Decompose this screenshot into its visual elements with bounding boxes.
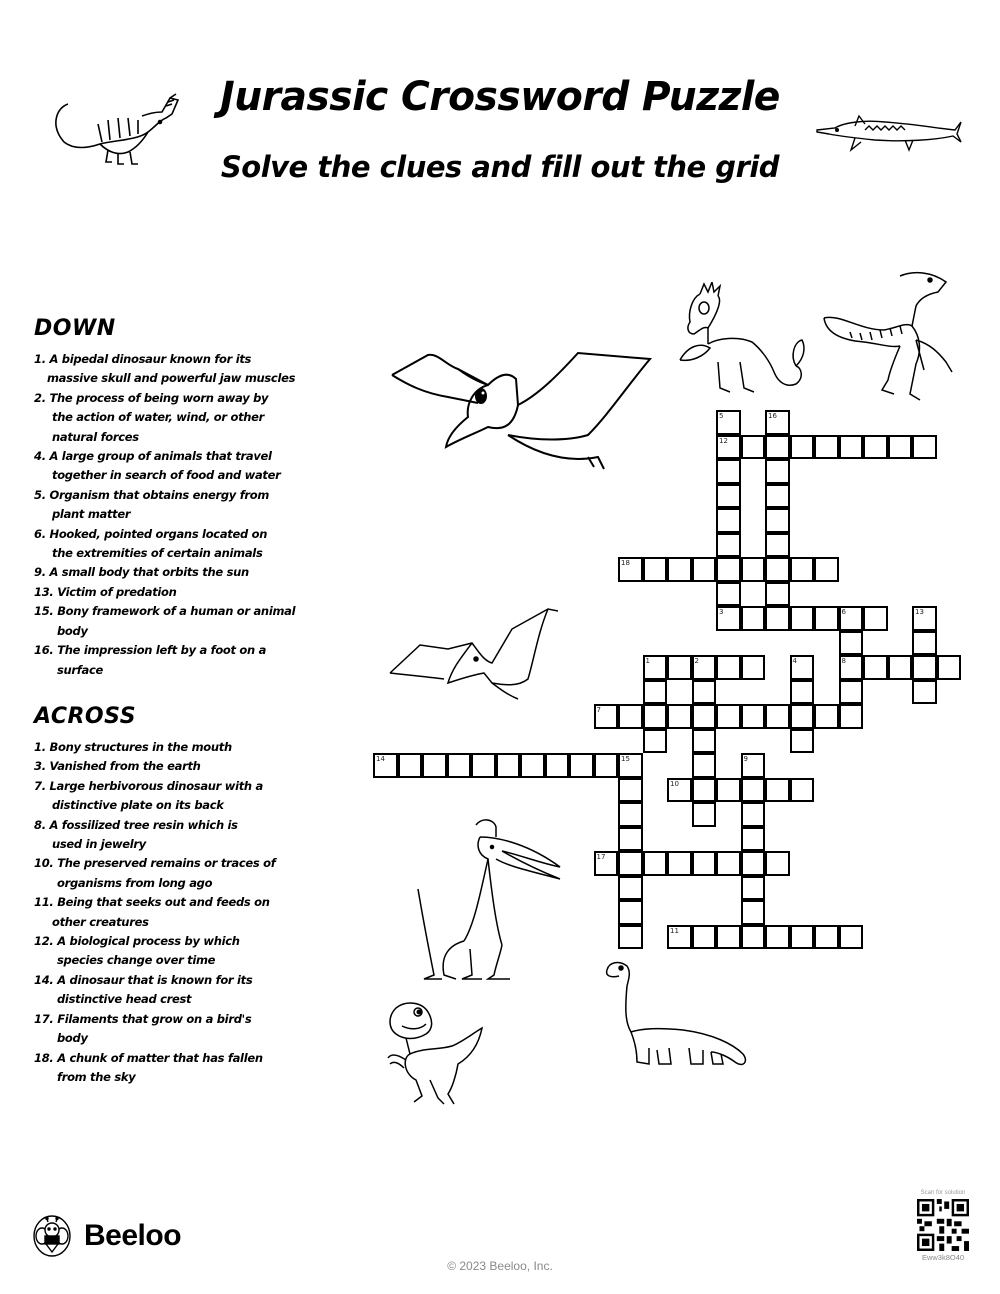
- beeloo-logo[interactable]: [32, 1214, 181, 1258]
- crossword-cell[interactable]: [888, 655, 913, 680]
- crossword-cell[interactable]: [716, 557, 741, 582]
- clue-number: 11: [670, 926, 679, 935]
- crossword-cell[interactable]: [765, 704, 790, 729]
- feathered-dinosaur-illustration: [678, 282, 813, 400]
- crossword-cell[interactable]: [839, 435, 864, 460]
- solution-qr[interactable]: [912, 1190, 974, 1262]
- crossword-cell[interactable]: [790, 606, 815, 631]
- crossword-cell[interactable]: [912, 435, 937, 460]
- pterodactyl-large-illustration: [388, 345, 658, 470]
- down-clue-13: 13. Victim of predation: [34, 584, 177, 599]
- down-clue-15: 15. Bony framework of a human or animal body: [34, 604, 296, 638]
- crossword-cell[interactable]: [716, 533, 741, 558]
- crossword-cell[interactable]: [471, 753, 496, 778]
- crossword-cell[interactable]: [765, 851, 790, 876]
- crossword-cell[interactable]: [643, 557, 668, 582]
- across-clue-10: 10. The preserved remains or traces of organisms from long ago: [34, 856, 276, 890]
- crossword-cell[interactable]: [716, 851, 741, 876]
- crossword-cell[interactable]: [741, 876, 766, 901]
- crossword-cell[interactable]: [545, 753, 570, 778]
- crossword-cell[interactable]: [569, 753, 594, 778]
- down-clue-16: 16. The impression left by a foot on a surface: [34, 643, 267, 677]
- crossword-cell[interactable]: [667, 925, 692, 950]
- crossword-cell[interactable]: [912, 606, 937, 631]
- across-clue-11: 11. Being that seeks out and feeds on other creatures: [34, 895, 270, 929]
- parasaurolophus-illustration: [38, 90, 188, 170]
- clue-number: 14: [376, 755, 385, 763]
- crossword-cell[interactable]: [765, 508, 790, 533]
- baby-trex-illustration: [382, 998, 487, 1113]
- across-clue-7: 7. Large herbivorous dinosaur with a distinctive plate on its back: [34, 778, 263, 813]
- crossword-cell[interactable]: [447, 753, 472, 778]
- clue-number: 18: [621, 559, 630, 567]
- crossword-cell[interactable]: [741, 655, 766, 680]
- crossword-cell[interactable]: [716, 704, 741, 729]
- across-clue-12: 12. A biological process by which species change over time: [34, 934, 240, 968]
- crossword-cell[interactable]: [643, 729, 668, 754]
- pterodactyl-small-illustration: [388, 603, 558, 703]
- clue-number: 13: [915, 608, 924, 616]
- down-heading: DOWN: [34, 316, 116, 341]
- crossword-cell[interactable]: [618, 827, 643, 852]
- across-clue-1: 1. Bony structures in the mouth: [34, 740, 232, 754]
- crossword-cell[interactable]: [912, 655, 937, 680]
- crossword-cell[interactable]: [618, 778, 643, 803]
- crossword-cell[interactable]: [716, 435, 741, 460]
- down-clue-5: 5. Organism that obtains energy from plant matter: [34, 487, 270, 522]
- crossword-cell[interactable]: [618, 851, 643, 876]
- crossword-cell[interactable]: [398, 753, 423, 778]
- crossword-cell[interactable]: [765, 778, 790, 803]
- crossword-cell[interactable]: [741, 925, 766, 950]
- crossword-cell[interactable]: [863, 435, 888, 460]
- down-clue-4: 4. A large group of animals that travel together in search of food and water: [34, 449, 281, 483]
- qr-label: Scan for solution: [920, 1190, 966, 1196]
- crossword-cell[interactable]: [618, 876, 643, 901]
- crossword-cell[interactable]: [912, 631, 937, 656]
- crossword-cell[interactable]: [692, 655, 717, 680]
- crossword-cell[interactable]: [790, 729, 815, 754]
- crossword-cell[interactable]: [643, 655, 668, 680]
- crossword-cell[interactable]: [814, 704, 839, 729]
- clue-number: 15: [621, 755, 630, 763]
- crossword-cell[interactable]: [618, 802, 643, 827]
- velociraptor-illustration: [820, 270, 960, 405]
- down-clue-6: 6. Hooked, pointed organs located on the extremities of certain animals: [34, 526, 268, 561]
- crossword-cell[interactable]: [839, 704, 864, 729]
- clue-number: 8: [841, 657, 846, 665]
- clue-number: 2: [694, 657, 699, 665]
- crossword-cell[interactable]: [643, 851, 668, 876]
- across-clue-14: 14. A dinosaur that is known for its distinctive head crest: [34, 972, 253, 1007]
- across-clue-18: 18. A chunk of matter that has fallen from the sky: [34, 1050, 263, 1084]
- qr-code-id: Eww3k8O40: [921, 1253, 965, 1262]
- clue-number: 6: [841, 608, 846, 616]
- crossword-cell[interactable]: [716, 925, 741, 950]
- crossword-cell[interactable]: [814, 925, 839, 950]
- qr-code-icon: [917, 1199, 969, 1251]
- quetzalcoatlus-illustration: [410, 815, 575, 985]
- crossword-cell[interactable]: [667, 655, 692, 680]
- crossword-cell[interactable]: [716, 655, 741, 680]
- crossword-cell[interactable]: [741, 802, 766, 827]
- crossword-cell[interactable]: [741, 900, 766, 925]
- crossword-cell[interactable]: [790, 925, 815, 950]
- across-clue-8: 8. A fossilized tree resin which is used in jewelry: [34, 817, 238, 852]
- crossword-cell[interactable]: [741, 606, 766, 631]
- crossword-cell[interactable]: [618, 557, 643, 582]
- crossword-cell[interactable]: [618, 900, 643, 925]
- crossword-cell[interactable]: [594, 753, 619, 778]
- crossword-cell[interactable]: [520, 753, 545, 778]
- clue-number: 9: [743, 755, 748, 763]
- across-heading: ACROSS: [34, 704, 137, 729]
- brand-name: Beeloo: [84, 1219, 182, 1252]
- crossword-cell[interactable]: [741, 851, 766, 876]
- crossword-cell[interactable]: [716, 459, 741, 484]
- crossword-cell[interactable]: [790, 778, 815, 803]
- crossword-cell[interactable]: [790, 435, 815, 460]
- crossword-cell[interactable]: [814, 557, 839, 582]
- copyright-text: © 2023 Beeloo, Inc.: [447, 1259, 553, 1273]
- crossword-cell[interactable]: [765, 459, 790, 484]
- crossword-cell[interactable]: [716, 484, 741, 509]
- crossword-cell[interactable]: [373, 753, 398, 778]
- clue-number: 1: [645, 657, 650, 665]
- crossword-cell[interactable]: [814, 606, 839, 631]
- crossword-cell[interactable]: [741, 557, 766, 582]
- crossword-cell[interactable]: [692, 680, 717, 705]
- crossword-cell[interactable]: [863, 606, 888, 631]
- crossword-cell[interactable]: [888, 435, 913, 460]
- down-clue-9: 9. A small body that orbits the sun: [34, 565, 249, 580]
- crossword-cell[interactable]: [594, 851, 619, 876]
- clue-number: 12: [719, 436, 728, 445]
- crossword-cell[interactable]: [643, 680, 668, 705]
- crossword-cell[interactable]: [643, 704, 668, 729]
- crossword-cell[interactable]: [937, 655, 962, 680]
- crossword-cell[interactable]: [618, 753, 643, 778]
- crossword-cell[interactable]: [839, 680, 864, 705]
- crossword-cell[interactable]: [765, 435, 790, 460]
- crossword-cell[interactable]: [667, 704, 692, 729]
- crossword-cell[interactable]: [741, 827, 766, 852]
- across-clue-3: 3. Vanished from the earth: [34, 759, 201, 774]
- crossword-cell[interactable]: [790, 704, 815, 729]
- clue-number: 4: [792, 657, 797, 665]
- crossword-cell[interactable]: [765, 606, 790, 631]
- across-clue-list: [34, 738, 334, 1087]
- crossword-cell[interactable]: [839, 655, 864, 680]
- down-clue-2: 2. The process of being worn away by the action of water, wind, or other natural forces: [34, 390, 269, 444]
- page-subtitle: Solve the clues and fill out the grid: [220, 150, 780, 184]
- crossword-cell[interactable]: [594, 704, 619, 729]
- crossword-cell[interactable]: [839, 606, 864, 631]
- crossword-cell[interactable]: [667, 557, 692, 582]
- crossword-cell[interactable]: [839, 631, 864, 656]
- crossword-cell[interactable]: [496, 753, 521, 778]
- crossword-cell[interactable]: [912, 680, 937, 705]
- bee-icon: [32, 1214, 72, 1258]
- crossword-cell[interactable]: [765, 410, 790, 435]
- down-clue-list: [34, 350, 334, 680]
- crossword-cell[interactable]: [839, 925, 864, 950]
- crossword-cell[interactable]: [618, 704, 643, 729]
- crossword-cell[interactable]: [741, 753, 766, 778]
- crossword-cell[interactable]: [692, 925, 717, 950]
- crossword-cell[interactable]: [716, 582, 741, 607]
- crossword-cell[interactable]: [422, 753, 447, 778]
- crossword-cell[interactable]: [790, 680, 815, 705]
- down-clue-1: 1. A bipedal dinosaur known for its massive skull and powerful jaw muscles: [34, 352, 296, 386]
- crossword-cell[interactable]: [741, 435, 766, 460]
- crossword-cell[interactable]: [618, 925, 643, 950]
- crossword-cell[interactable]: [716, 410, 741, 435]
- crossword-cell[interactable]: [692, 557, 717, 582]
- clue-number: 7: [596, 706, 601, 714]
- crossword-cell[interactable]: [692, 778, 717, 803]
- crossword-cell[interactable]: [863, 655, 888, 680]
- clue-number: 3: [719, 608, 724, 616]
- crossword-cell[interactable]: [790, 655, 815, 680]
- crossword-cell[interactable]: [692, 704, 717, 729]
- crossword-cell[interactable]: [765, 582, 790, 607]
- clue-number: 17: [596, 853, 606, 861]
- clue-number: 16: [768, 412, 777, 420]
- clue-number: 10: [670, 779, 679, 788]
- crossword-cell[interactable]: [765, 533, 790, 558]
- crossword-cell[interactable]: [716, 606, 741, 631]
- crossword-cell[interactable]: [814, 435, 839, 460]
- crossword-cell[interactable]: [667, 851, 692, 876]
- crossword-cell[interactable]: [741, 704, 766, 729]
- crossword-cell[interactable]: [741, 778, 766, 803]
- crossword-cell[interactable]: [716, 778, 741, 803]
- crossword-cell[interactable]: [765, 925, 790, 950]
- crossword-cell[interactable]: [692, 753, 717, 778]
- crossword-cell[interactable]: [765, 557, 790, 582]
- crossword-cell[interactable]: [716, 508, 741, 533]
- crossword-cell[interactable]: [692, 802, 717, 827]
- crossword-cell[interactable]: [692, 851, 717, 876]
- crossword-cell[interactable]: [692, 729, 717, 754]
- crossword-cell[interactable]: [765, 484, 790, 509]
- brachiosaurus-illustration: [603, 958, 753, 1068]
- page-title: Jurassic Crossword Puzzle: [220, 74, 780, 120]
- ichthyosaur-illustration: [815, 108, 965, 158]
- across-clue-17: 17. Filaments that grow on a bird's body: [34, 1011, 252, 1046]
- clue-number: 5: [719, 412, 724, 420]
- crossword-cell[interactable]: [667, 778, 692, 803]
- crossword-cell[interactable]: [790, 557, 815, 582]
